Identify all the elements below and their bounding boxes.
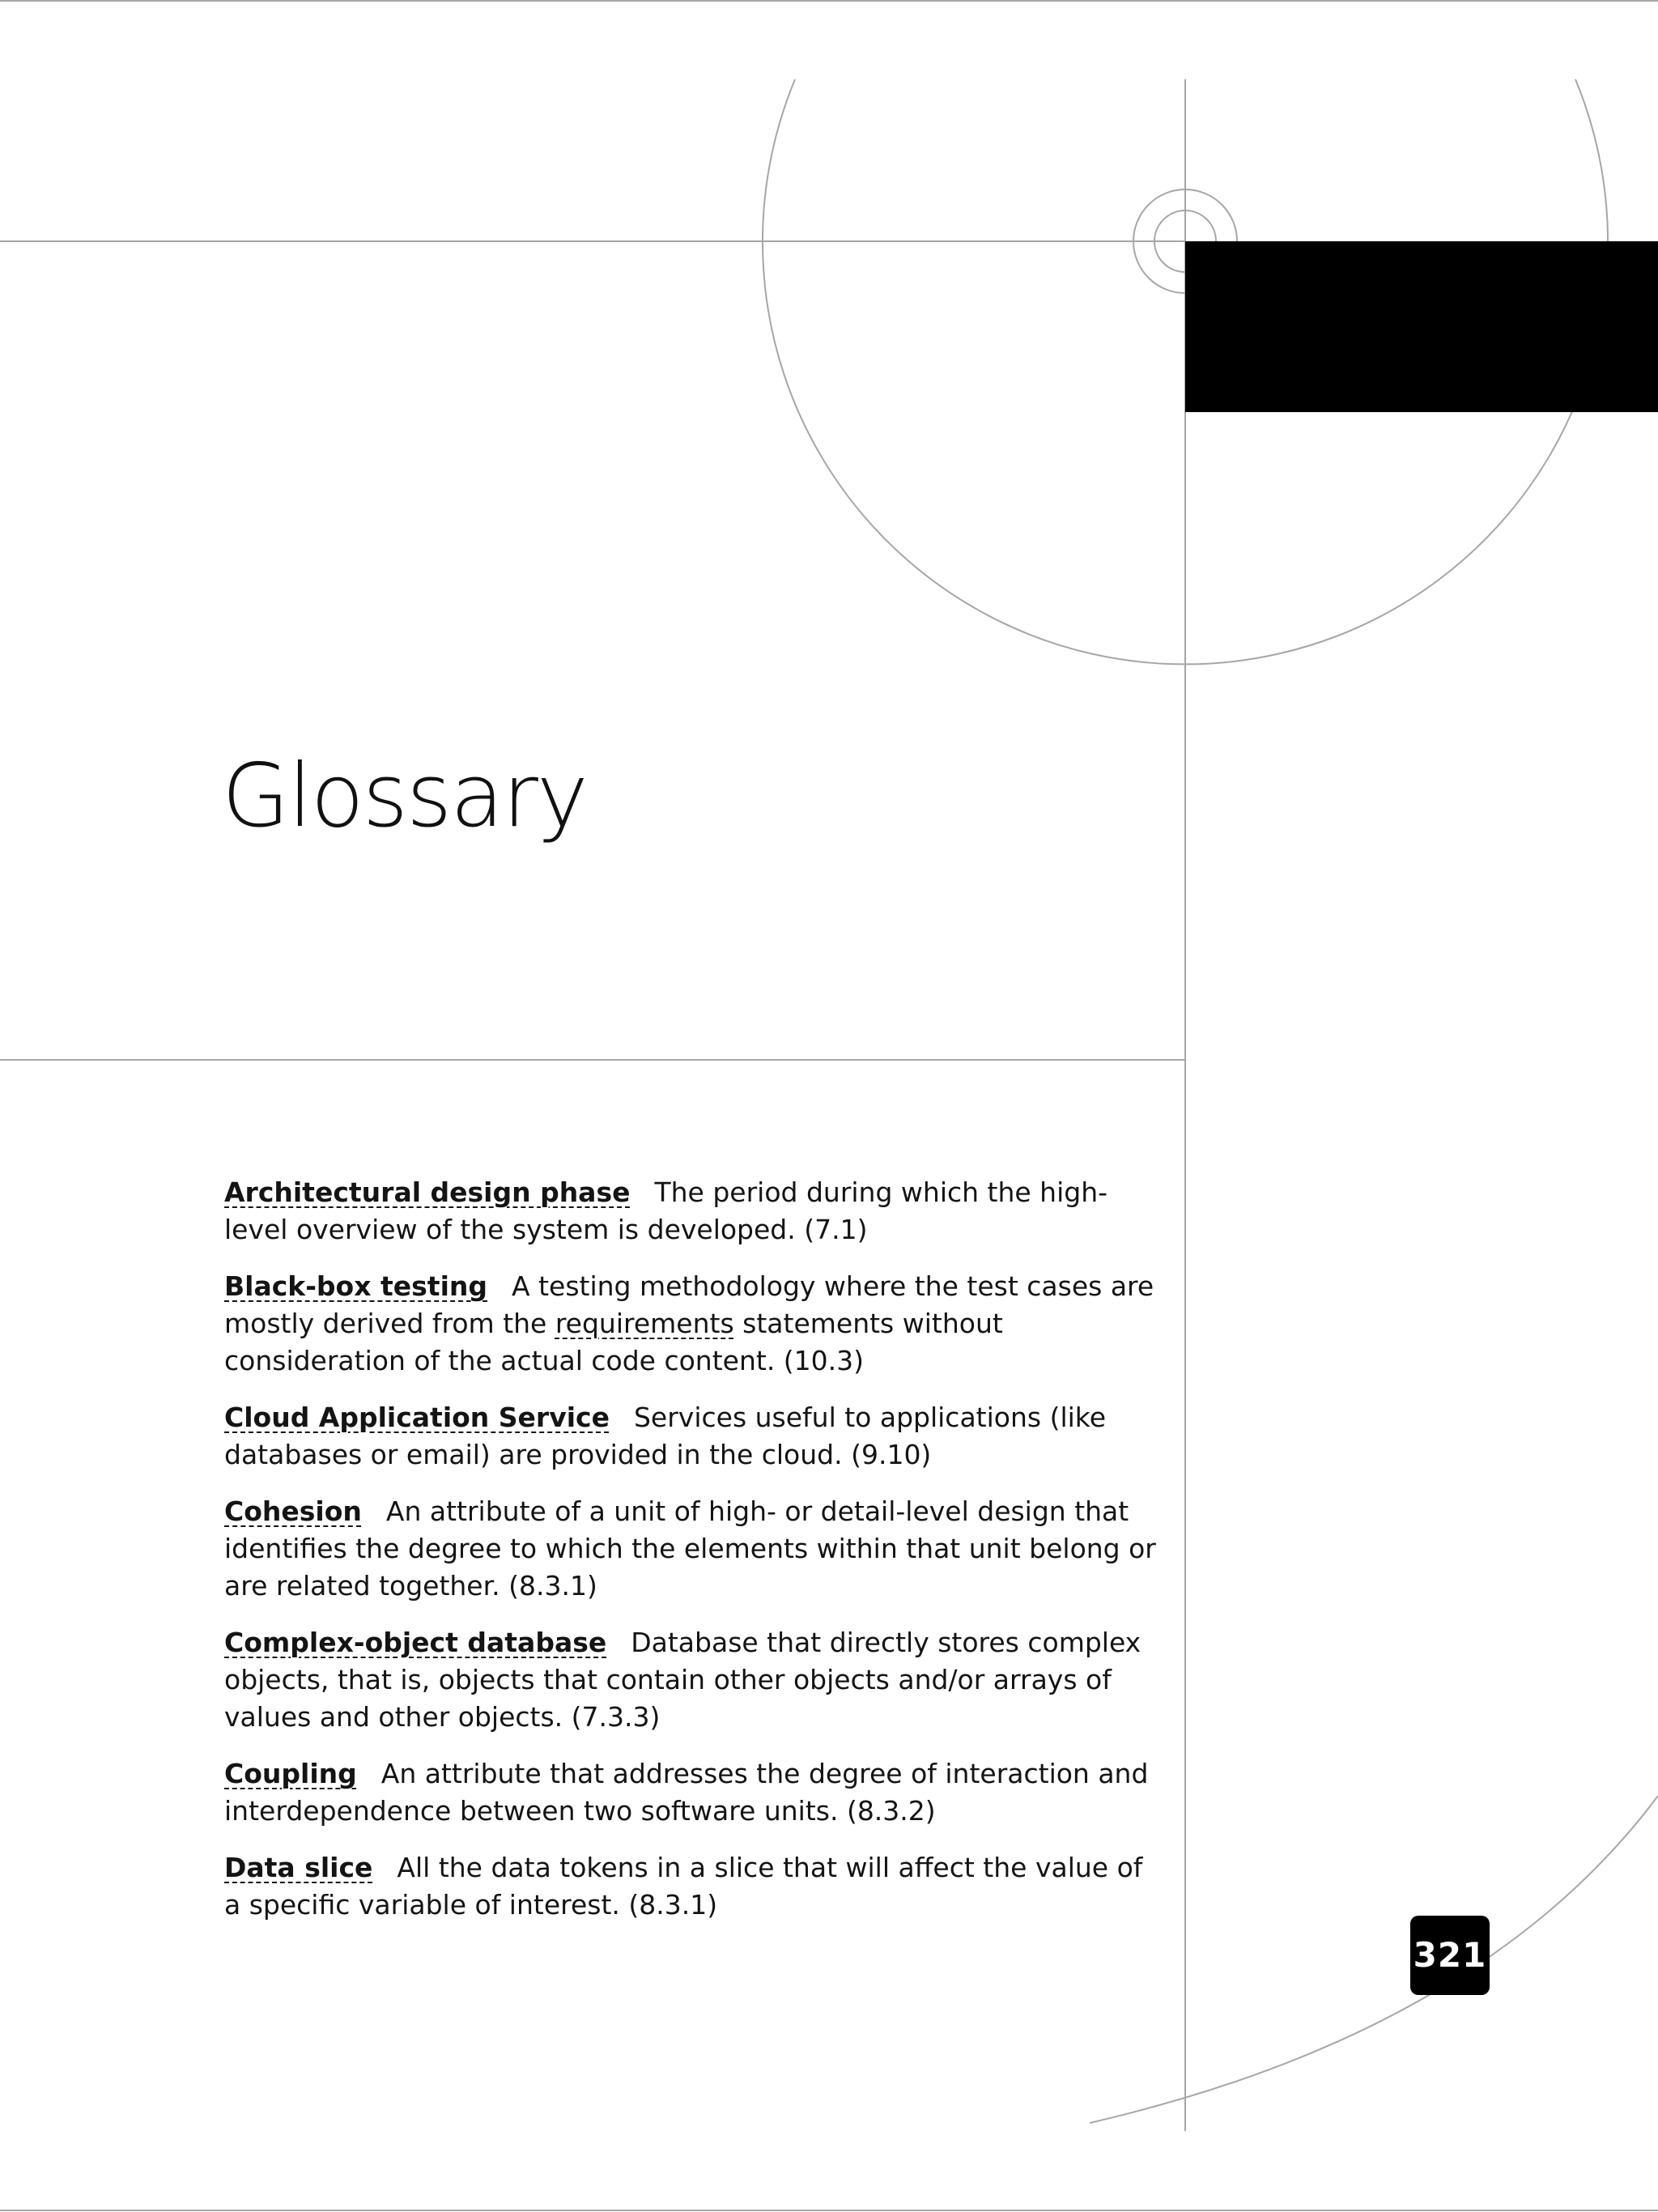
- glossary-definition: An attribute that addresses the degree of interaction and interdependence between two software units. (8.3.2): [224, 1758, 1149, 1827]
- glossary-term[interactable]: Coupling: [224, 1758, 357, 1789]
- glossary-entry: [224, 1849, 1167, 1924]
- glossary-definition-continued: statements without consideration of the actual code content. (10.3): [224, 1308, 1003, 1376]
- glossary-term[interactable]: Data slice: [224, 1852, 373, 1883]
- glossary-term[interactable]: Architectural design phase: [224, 1176, 631, 1208]
- glossary-entry: [224, 1174, 1167, 1249]
- glossary-term[interactable]: Cohesion: [224, 1495, 362, 1527]
- glossary-definition: An attribute of a unit of high- or detail-level design that identifies the degree to which the elements within that unit belong or are related together. (8.3.1): [224, 1495, 1156, 1602]
- glossary-definition: Database that directly stores complex objects, that is, objects that contain other objects and/or arrays of values and other objects. (7.3.3): [224, 1627, 1141, 1733]
- page-number-badge: 321: [1410, 1916, 1490, 1995]
- glossary-definition: The period during which the high-level overview of the system is developed. (7.1): [224, 1176, 1108, 1245]
- page-title: Glossary: [222, 746, 587, 847]
- glossary-term[interactable]: Black-box testing: [224, 1270, 488, 1302]
- glossary-entry: [224, 1755, 1167, 1830]
- glossary-definition: Services useful to applications (like databases or email) are provided in the cloud. (9.10): [224, 1402, 1107, 1470]
- requirements-link[interactable]: requirements: [555, 1308, 734, 1339]
- glossary-entry: [224, 1493, 1167, 1605]
- glossary-term[interactable]: Cloud Application Service: [224, 1402, 610, 1433]
- glossary-definition: A testing methodology where the test cases are mostly derived from the: [224, 1270, 1154, 1339]
- glossary-entry: [224, 1624, 1167, 1736]
- glossary-list: [224, 1174, 1167, 1943]
- glossary-entry: [224, 1399, 1167, 1474]
- chapter-black-tab: [1185, 241, 1658, 412]
- bottom-sweep-arc: [1090, 1796, 1658, 2123]
- glossary-entry: [224, 1268, 1167, 1380]
- glossary-definition: All the data tokens in a slice that will affect the value of a specific variable of interest. (8.3.1): [224, 1852, 1143, 1921]
- glossary-term[interactable]: Complex-object database: [224, 1627, 607, 1658]
